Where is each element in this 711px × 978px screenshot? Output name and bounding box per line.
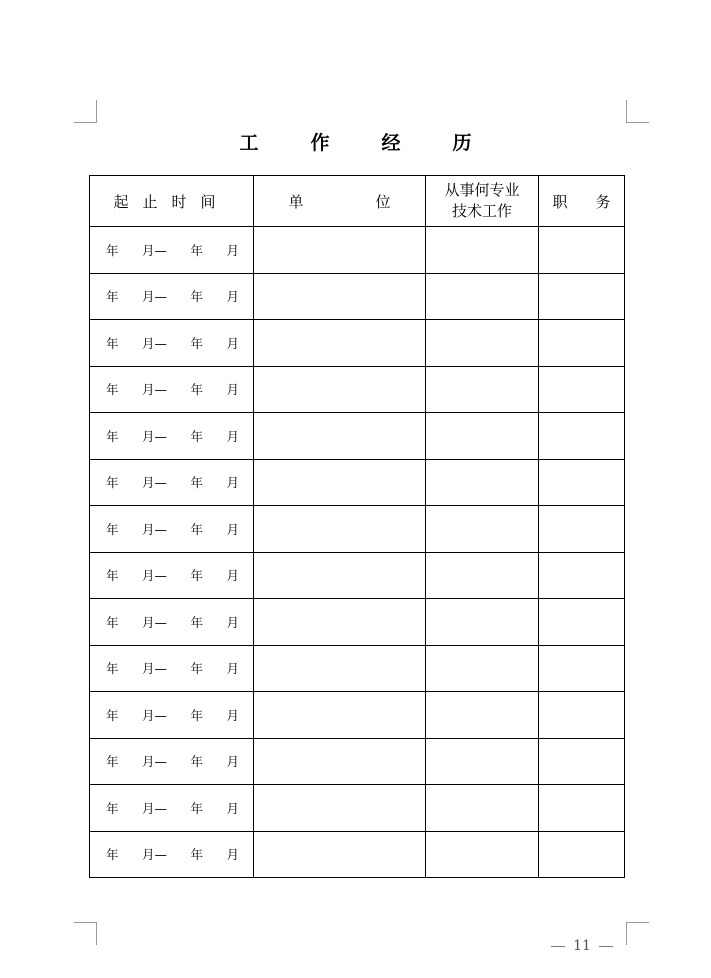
start-year-label: 年 bbox=[106, 614, 119, 630]
start-month-label: 月— bbox=[141, 847, 167, 863]
table-row bbox=[90, 552, 625, 599]
position-cell[interactable] bbox=[539, 273, 625, 320]
table-row bbox=[90, 366, 625, 413]
specialty-cell[interactable] bbox=[426, 645, 539, 692]
start-month-label: 月— bbox=[141, 242, 167, 258]
specialty-cell[interactable] bbox=[426, 227, 539, 274]
start-year-label: 年 bbox=[106, 335, 119, 351]
specialty-cell[interactable] bbox=[426, 552, 539, 599]
date-range-cell[interactable] bbox=[90, 738, 254, 785]
unit-cell[interactable] bbox=[254, 831, 426, 878]
start-month-label: 月— bbox=[141, 289, 167, 305]
unit-cell[interactable] bbox=[254, 692, 426, 739]
crop-mark-bottom-right bbox=[626, 922, 649, 945]
unit-cell[interactable] bbox=[254, 599, 426, 646]
start-year-label: 年 bbox=[106, 475, 119, 491]
unit-cell[interactable] bbox=[254, 320, 426, 367]
specialty-cell[interactable] bbox=[426, 506, 539, 553]
date-range-cell[interactable] bbox=[90, 366, 254, 413]
end-year-label: 年 bbox=[190, 289, 203, 305]
specialty-cell[interactable] bbox=[426, 692, 539, 739]
start-year-label: 年 bbox=[106, 754, 119, 770]
date-range-cell[interactable] bbox=[90, 785, 254, 832]
unit-cell[interactable] bbox=[254, 366, 426, 413]
end-year-label: 年 bbox=[190, 800, 203, 816]
unit-cell[interactable] bbox=[254, 785, 426, 832]
header-unit-char-1: 单 bbox=[288, 192, 304, 211]
date-range-cell[interactable] bbox=[90, 692, 254, 739]
end-month-label: 月 bbox=[226, 614, 239, 630]
date-range bbox=[90, 520, 253, 538]
date-range-cell[interactable] bbox=[90, 599, 254, 646]
start-month-label: 月— bbox=[141, 614, 167, 630]
end-month-label: 月 bbox=[226, 568, 239, 584]
table-row bbox=[90, 645, 625, 692]
date-range bbox=[90, 613, 253, 631]
end-month-label: 月 bbox=[226, 382, 239, 398]
header-position-char-1: 职 bbox=[552, 192, 568, 211]
end-month-label: 月 bbox=[226, 335, 239, 351]
start-year-label: 年 bbox=[106, 707, 119, 723]
end-month-label: 月 bbox=[226, 847, 239, 863]
date-range bbox=[90, 799, 253, 817]
end-year-label: 年 bbox=[190, 428, 203, 444]
table-row bbox=[90, 692, 625, 739]
table-row bbox=[90, 227, 625, 274]
position-cell[interactable] bbox=[539, 366, 625, 413]
start-year-label: 年 bbox=[106, 568, 119, 584]
header-specialty-line-2: 技术工作 bbox=[451, 202, 512, 220]
specialty-cell[interactable] bbox=[426, 599, 539, 646]
table-row bbox=[90, 459, 625, 506]
start-month-label: 月— bbox=[141, 335, 167, 351]
table-row bbox=[90, 831, 625, 878]
end-year-label: 年 bbox=[190, 614, 203, 630]
date-range bbox=[90, 241, 253, 259]
page-title: 工作经历 bbox=[239, 132, 524, 154]
date-range-cell[interactable] bbox=[90, 273, 254, 320]
date-range bbox=[90, 566, 253, 584]
date-range-cell[interactable] bbox=[90, 506, 254, 553]
specialty-cell[interactable] bbox=[426, 320, 539, 367]
start-year-label: 年 bbox=[106, 661, 119, 677]
end-year-label: 年 bbox=[190, 568, 203, 584]
header-specialty-line-1: 从事何专业 bbox=[444, 181, 520, 199]
unit-cell[interactable] bbox=[254, 552, 426, 599]
header-specialty bbox=[426, 176, 539, 227]
date-range bbox=[90, 473, 253, 491]
end-year-label: 年 bbox=[190, 242, 203, 258]
header-position bbox=[539, 176, 625, 227]
position-cell[interactable] bbox=[539, 506, 625, 553]
start-year-label: 年 bbox=[106, 428, 119, 444]
end-month-label: 月 bbox=[226, 428, 239, 444]
page-number-dash-right bbox=[599, 946, 613, 947]
table-body bbox=[90, 227, 625, 878]
start-month-label: 月— bbox=[141, 661, 167, 677]
table-row bbox=[90, 738, 625, 785]
date-range-cell[interactable] bbox=[90, 552, 254, 599]
crop-mark-top-left bbox=[74, 100, 97, 123]
table-row bbox=[90, 599, 625, 646]
specialty-cell[interactable] bbox=[426, 273, 539, 320]
specialty-cell[interactable] bbox=[426, 831, 539, 878]
end-year-label: 年 bbox=[190, 335, 203, 351]
end-year-label: 年 bbox=[190, 475, 203, 491]
date-range bbox=[90, 427, 253, 445]
date-range-cell[interactable] bbox=[90, 413, 254, 460]
start-month-label: 月— bbox=[141, 475, 167, 491]
date-range-cell[interactable] bbox=[90, 645, 254, 692]
position-cell[interactable] bbox=[539, 645, 625, 692]
position-cell[interactable] bbox=[539, 320, 625, 367]
end-month-label: 月 bbox=[226, 242, 239, 258]
crop-mark-top-right bbox=[626, 100, 649, 123]
date-range-cell[interactable] bbox=[90, 320, 254, 367]
start-year-label: 年 bbox=[106, 242, 119, 258]
unit-cell[interactable] bbox=[254, 273, 426, 320]
header-time: 起止时间 bbox=[90, 176, 254, 227]
end-year-label: 年 bbox=[190, 521, 203, 537]
position-cell[interactable] bbox=[539, 459, 625, 506]
end-year-label: 年 bbox=[190, 661, 203, 677]
specialty-cell[interactable] bbox=[426, 785, 539, 832]
unit-cell[interactable] bbox=[254, 645, 426, 692]
specialty-cell[interactable] bbox=[426, 413, 539, 460]
date-range-cell[interactable] bbox=[90, 459, 254, 506]
unit-cell[interactable] bbox=[254, 459, 426, 506]
unit-cell[interactable] bbox=[254, 738, 426, 785]
start-month-label: 月— bbox=[141, 568, 167, 584]
end-month-label: 月 bbox=[226, 707, 239, 723]
position-cell[interactable] bbox=[539, 552, 625, 599]
position-cell[interactable] bbox=[539, 738, 625, 785]
end-month-label: 月 bbox=[226, 661, 239, 677]
date-range bbox=[90, 334, 253, 352]
specialty-cell[interactable] bbox=[426, 366, 539, 413]
page-number-dash-left bbox=[551, 946, 565, 947]
date-range-cell[interactable] bbox=[90, 831, 254, 878]
table-row bbox=[90, 273, 625, 320]
end-year-label: 年 bbox=[190, 382, 203, 398]
position-cell[interactable] bbox=[539, 831, 625, 878]
position-cell[interactable] bbox=[539, 227, 625, 274]
position-cell[interactable] bbox=[539, 599, 625, 646]
start-year-label: 年 bbox=[106, 847, 119, 863]
unit-cell[interactable] bbox=[254, 506, 426, 553]
page-number bbox=[549, 937, 615, 955]
end-month-label: 月 bbox=[226, 800, 239, 816]
position-cell[interactable] bbox=[539, 413, 625, 460]
start-month-label: 月— bbox=[141, 428, 167, 444]
start-month-label: 月— bbox=[141, 754, 167, 770]
end-month-label: 月 bbox=[226, 289, 239, 305]
end-year-label: 年 bbox=[190, 754, 203, 770]
table-row bbox=[90, 785, 625, 832]
table-row bbox=[90, 506, 625, 553]
date-range-cell[interactable] bbox=[90, 227, 254, 274]
start-year-label: 年 bbox=[106, 521, 119, 537]
end-year-label: 年 bbox=[190, 847, 203, 863]
specialty-cell[interactable] bbox=[426, 738, 539, 785]
specialty-cell[interactable] bbox=[426, 459, 539, 506]
date-range bbox=[90, 287, 253, 305]
start-month-label: 月— bbox=[141, 521, 167, 537]
header-unit-char-2: 位 bbox=[375, 192, 391, 211]
unit-cell[interactable] bbox=[254, 413, 426, 460]
date-range bbox=[90, 380, 253, 398]
start-month-label: 月— bbox=[141, 707, 167, 723]
table-row bbox=[90, 413, 625, 460]
crop-mark-bottom-left bbox=[74, 922, 97, 945]
date-range bbox=[90, 659, 253, 677]
unit-cell[interactable] bbox=[254, 227, 426, 274]
header-row bbox=[90, 176, 625, 227]
page-number-text: 11 bbox=[573, 938, 591, 954]
work-history-table bbox=[89, 175, 625, 878]
date-range bbox=[90, 845, 253, 863]
start-year-label: 年 bbox=[106, 800, 119, 816]
date-range bbox=[90, 706, 253, 724]
position-cell[interactable] bbox=[539, 785, 625, 832]
end-month-label: 月 bbox=[226, 521, 239, 537]
date-range bbox=[90, 752, 253, 770]
start-year-label: 年 bbox=[106, 289, 119, 305]
end-year-label: 年 bbox=[190, 707, 203, 723]
end-month-label: 月 bbox=[226, 475, 239, 491]
header-position-char-2: 务 bbox=[595, 192, 611, 211]
start-year-label: 年 bbox=[106, 382, 119, 398]
end-month-label: 月 bbox=[226, 754, 239, 770]
table-row bbox=[90, 320, 625, 367]
header-unit bbox=[254, 176, 426, 227]
start-month-label: 月— bbox=[141, 800, 167, 816]
position-cell[interactable] bbox=[539, 692, 625, 739]
start-month-label: 月— bbox=[141, 382, 167, 398]
